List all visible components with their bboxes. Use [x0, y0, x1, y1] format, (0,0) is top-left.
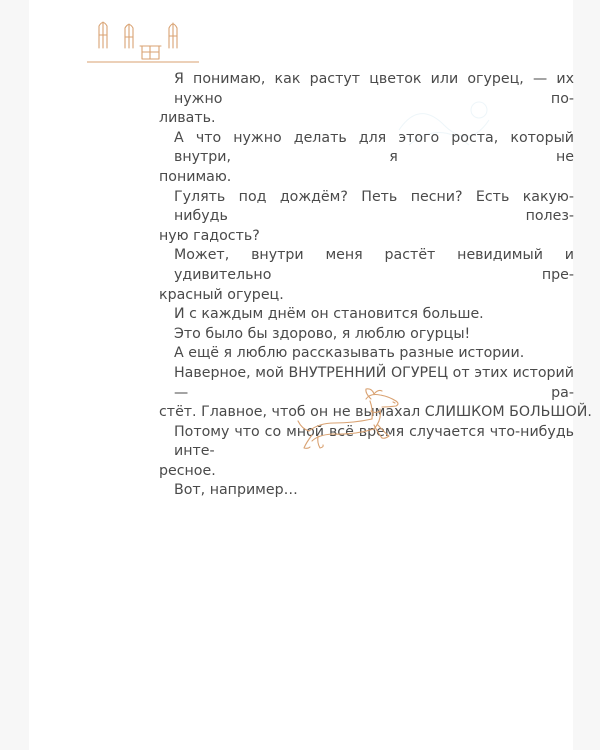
book-page [29, 0, 592, 750]
arched-windows-sketch-icon [87, 18, 199, 68]
paragraph [159, 305, 574, 325]
text-line: понимаю. [159, 168, 232, 185]
text-line: Я понимаю, как растут цветок или огурец, — их нужно по- [174, 71, 574, 107]
text-line: ливать. [159, 110, 216, 127]
text-line: А ещё я люблю рассказывать разные истории. [174, 345, 525, 362]
text-line: ресное. [159, 462, 216, 479]
paragraph [159, 70, 574, 129]
paragraph [159, 325, 574, 345]
text-line: стёт. Главное, чтоб он не вымахал СЛИШКОМ БОЛЬШОЙ. [159, 404, 592, 421]
paragraph [159, 129, 574, 188]
paragraph [159, 246, 574, 305]
text-line: Наверное, мой ВНУТРЕННИЙ ОГУРЕЦ от этих историй — ра- [174, 364, 574, 401]
text-line: Потому что со мной всё время случается что-нибудь инте- [174, 423, 574, 460]
paragraph [159, 188, 574, 247]
text-line: Это было бы здорово, я люблю огурцы! [174, 325, 471, 342]
text-line: Может, внутри меня растёт невидимый и удивительно пре- [174, 247, 574, 283]
paragraph [159, 481, 574, 501]
paragraph [159, 344, 574, 364]
text-line: Вот, например… [174, 482, 298, 499]
text-line: И с каждым днём он становится больше. [174, 306, 484, 323]
text-line: А что нужно делать для этого роста, который внутри, я не [174, 129, 574, 166]
dachshund-sketch-icon [294, 385, 409, 465]
text-line: Гулять под дождём? Петь песни? Есть какую-нибудь полез- [174, 188, 574, 225]
text-line: красный огурец. [159, 286, 284, 303]
text-line: ную гадость? [159, 227, 260, 244]
